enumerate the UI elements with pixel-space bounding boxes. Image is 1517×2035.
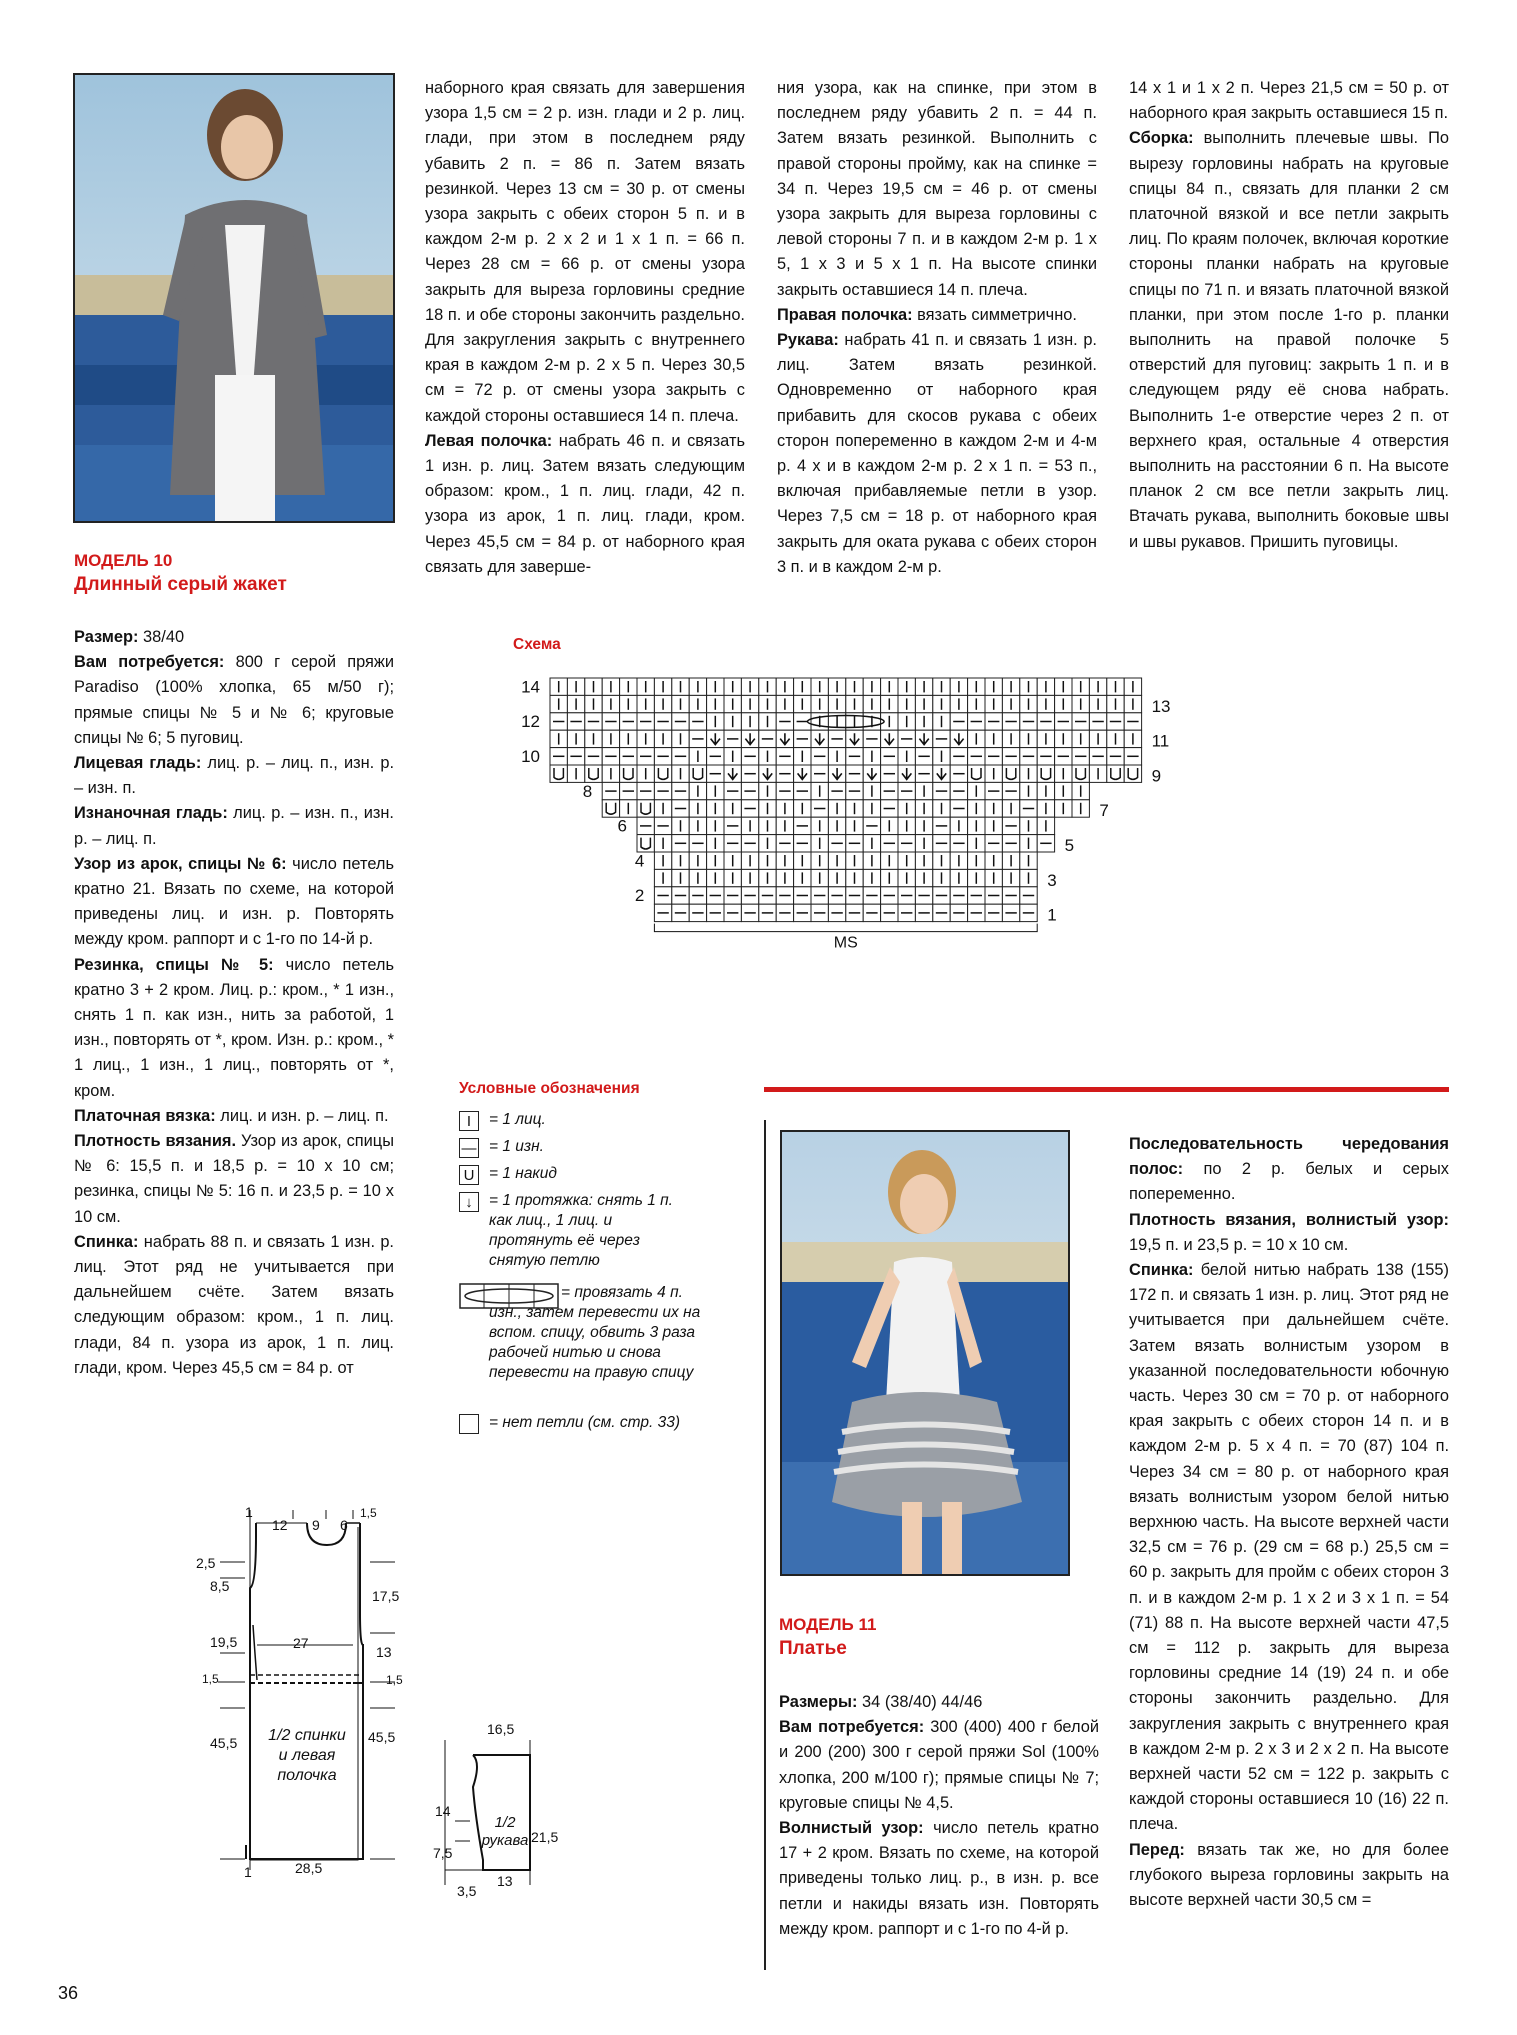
pb-width-27: 27 [293, 1635, 309, 1651]
pb-left-455: 45,5 [210, 1735, 238, 1751]
col5-paragraph-heading: Волнистый узор: [779, 1819, 924, 1838]
col1-paragraph-text: лиц. р. – лиц. п., изн. р. – изн. п. [74, 754, 394, 798]
legend-text-knit: = 1 лиц. [489, 1111, 546, 1128]
ps-bottom-13: 13 [497, 1873, 513, 1889]
col6-paragraph [1129, 1208, 1449, 1258]
legend-symbol-ssk: ↓ [459, 1192, 479, 1212]
legend-text-no-stitch: = нет петли (см. стр. 33) [489, 1414, 681, 1431]
col1-paragraph-text: набрать 88 п. и связать 1 изн. р. лиц. Этот ряд не учитывается при дальнейшем счёте. Затем вязать следующим образом: кром., 1 п. лиц. глади, 84 п. узора из арок, 1 п. лиц. глади, кром. Через 45,5 см = 84 р. от [74, 1232, 394, 1377]
col3-paragraph-text: набрать 41 п. и связать 1 изн. р. лиц. Затем вязать резинкой. Одновременно от наборного края прибавить для скосов рукава с обеих сторон попеременно в каждом 2-м и 4-м р. 4 х и в каждом 2-м р. 2 х 1 п. = 53 п., включая прибавляемые петли в узор. Через 7,5 см = 18 р. от наборного края закрыть для оката рукава с обеих сторон 3 п. и в каждом 2-м р. [777, 331, 1097, 576]
pb-right-13: 13 [376, 1644, 392, 1660]
column-rule [764, 1120, 766, 1970]
legend [459, 1108, 719, 1448]
col1-paragraph-text: 38/40 [138, 628, 185, 646]
col5-paragraph [779, 1816, 1099, 1942]
col1-paragraph [74, 801, 394, 851]
col1-paragraph-heading: Резинка, спицы № 5: [74, 955, 274, 974]
col3-paragraph-text: вязать симметрично. [912, 305, 1077, 324]
col6-paragraph-text: по 2 р. белых и серых попеременно. [1129, 1160, 1449, 1204]
col1-paragraph [74, 1104, 394, 1129]
col1-paragraph-text: число петель кратно 21. Вязать по схеме, на которой приведены лиц. и изн. р. Повторять между кром. раппорт и с 1-го по 14-й р. [74, 854, 394, 949]
col1-paragraph-text: число петель кратно 3 + 2 кром. Лиц. р.: кром., * 1 изн., снять 1 п. как изн., нить за работой, 1 изн., повторять от *, кром. Изн. р.: кром., * 1 лиц., 1 изн., 1 лиц., повторять от *, кром. [74, 955, 394, 1100]
col2-paragraph [425, 429, 745, 580]
col1-paragraph [74, 1129, 394, 1230]
col1-paragraph-heading: Спинка: [74, 1232, 139, 1251]
legend-text-ssk: = 1 протяжка: снять 1 п. как лиц., 1 лиц. и протянуть её через снятую петлю [489, 1192, 673, 1269]
text-column-2 [425, 76, 745, 580]
col6-paragraph-text: 19,5 п. и 23,5 р. = 10 х 10 см. [1129, 1235, 1349, 1254]
col6-paragraph-heading: Плотность вязания, волнистый узор: [1129, 1210, 1449, 1229]
col3-paragraph [777, 76, 1097, 303]
col1-paragraph [74, 1230, 394, 1381]
col2-paragraph-text: набрать 46 п. и связать 1 изн. р. лиц. Затем вязать следующим образом: кром., 1 п. лиц. глади, 42 п. узора из арок, 1 п. лиц. глади, кром. Через 45,5 см = 84 р. от наборного края связать для заверше- [425, 431, 745, 576]
col1-paragraph [74, 953, 394, 1104]
ps-top-165: 16,5 [487, 1721, 515, 1737]
model10-photo [73, 73, 395, 523]
chart-row-number-left: 12 [521, 712, 540, 732]
col6-paragraph-text: белой нитью набрать 138 (155) 172 п. и связать 1 изн. р. лиц. Этот ряд не учитывается при дальнейшем счёте. Затем вязать волнистым узором в указанной последовательности юбочную часть. Через 30 см = 70 р. от наборного края закрыть с обеих сторон 14 п. и в каждом 2-м р. 5 х 4 п. = 70 (87) 104 п. Через 34 см = 80 р. от наборного края вязать волнистым узором белой нитью верхнюю часть. На высоте верхней части 32,5 см = 76 р. (29 см = 68 р.) 25,5 см = 60 р. закрыть для пройм с обеих сторон 3 п. и в каждом 2-м р. 1 х 2 и 3 х 1 п. = 54 (71) 88 п. На высоте верхней части 47,5 см = 112 р. закрыть для выреза горловины средние 14 (19) 24 п. и обе стороны закончить раздельно. Для закругления закрыть с внутреннего края в каждом 2-м р. 2 х 3 и 2 х 2 п. На высоте верхней части 52 см = 122 р. закрыть с каждой стороны оставшиеся 10 (16) 22 п. плеча. [1129, 1261, 1450, 1834]
chart-row-number-right: 3 [1047, 870, 1057, 890]
chart-row-number-left: 4 [634, 851, 645, 871]
col1-paragraph-heading: Изнаночная гладь: [74, 804, 228, 823]
col4-paragraph-text: выполнить плечевые швы. По вырезу горловины набрать на круговые спицы 84 п., связать для планки 2 см платочной вязкой и все петли закрыть лиц. По краям полочек, включая короткие стороны планки набрать на круговые спицы по 71 п. и вязать платочной вязкой планки, при этом после 1-го р. планки выполнить на правой полочке 5 отверстий для пуговиц: закрыть 1 п. и в следующем ряду её снова набрать. Выполнить 1-е отверстие через 2 п. от верхнего края, остальные 4 отверстия выполнить на расстоянии 6 п. На высоте планок 2 см все петли закрыть лиц. Втачать рукава, выполнить боковые швы и швы рукавов. Пришить пуговицы. [1129, 129, 1449, 551]
pattern-body [190, 1505, 430, 1895]
ps-label: 1/2 рукава [481, 1814, 529, 1849]
model10-heading [74, 549, 287, 597]
col4-paragraph [1129, 76, 1449, 126]
chart-row-number-left: 10 [521, 747, 540, 766]
section-divider [764, 1087, 1449, 1092]
col6-paragraph [1129, 1132, 1449, 1208]
page-number: 36 [58, 1983, 79, 2003]
pb-top-6: 6 [340, 1517, 348, 1533]
col1-paragraph-text: лиц. и изн. р. – лиц. п. [215, 1106, 389, 1125]
chart-ms-label: MS [833, 934, 858, 952]
pb-bottom-285: 28,5 [295, 1860, 323, 1876]
legend-title: Условные обозначения [459, 1080, 640, 1097]
legend-symbol-no-stitch [459, 1414, 479, 1434]
ps-left-35: 3,5 [457, 1883, 477, 1899]
pb-bottom-1: 1 [244, 1864, 252, 1880]
ps-left-14: 14 [435, 1803, 451, 1819]
col6-paragraph-heading: Последовательность чередования полос: [1129, 1135, 1449, 1179]
chart-ms-bracket [654, 924, 1037, 932]
ps-left-75: 7,5 [433, 1845, 453, 1861]
schema-title: Схема [513, 636, 561, 653]
model11-heading [779, 1613, 876, 1661]
col1-paragraph-heading: Лицевая гладь: [74, 754, 202, 773]
text-column-4 [1129, 76, 1449, 555]
chart-row-number-right: 5 [1064, 836, 1075, 855]
model11-photo [780, 1130, 1070, 1576]
text-column-3 [777, 76, 1097, 580]
text-column-1 [74, 625, 394, 1381]
col1-paragraph-text: лиц. р. – изн. п., изн. р. – лиц. п. [74, 804, 394, 848]
text-column-6 [1129, 1132, 1449, 1913]
chart-row-number-right: 11 [1151, 731, 1170, 751]
text-column-5 [779, 1690, 1099, 1942]
chart-row-number-left: 8 [582, 781, 593, 801]
chart-row-number-left: 2 [634, 886, 645, 906]
legend-text-cable: = провязать 4 п. изн., затем перевести их на вспом. спицу, обвить 3 раза рабочей нитью и снова перевести на правую спицу [489, 1284, 701, 1381]
chart-row-number-right: 7 [1099, 801, 1109, 821]
ps-right-215: 21,5 [531, 1829, 559, 1845]
pb-right-175: 17,5 [372, 1588, 400, 1604]
col1-paragraph-heading: Узор из арок, спицы № 6: [74, 854, 287, 873]
pattern-sleeve [425, 1715, 575, 1900]
col3-paragraph [777, 303, 1097, 328]
legend-symbol-purl: — [459, 1138, 479, 1158]
pb-top-15: 1,5 [360, 1506, 377, 1520]
col2-paragraph [425, 76, 745, 429]
col4-paragraph-heading: Сборка: [1129, 129, 1194, 148]
legend-text-purl: = 1 изн. [489, 1138, 544, 1155]
knitting-chart [505, 665, 1385, 1035]
col1-paragraph-heading: Плотность вязания. [74, 1132, 237, 1151]
col5-paragraph-heading: Размеры: [779, 1693, 858, 1711]
legend-text-yarnover: = 1 накид [489, 1165, 557, 1182]
col1-paragraph-text: 800 г серой пряжи Paradiso (100% хлопка, 65 м/50 г); прямые спицы № 5 и № 6; круговые спицы № 6; 5 пуговиц. [74, 653, 394, 747]
col3-paragraph-heading: Правая полочка: [777, 305, 913, 324]
model10-title: Длинный серый жакет [74, 574, 287, 595]
col1-paragraph [74, 625, 394, 650]
col6-paragraph [1129, 1258, 1449, 1838]
col4-paragraph [1129, 126, 1449, 554]
pb-left-25: 2,5 [196, 1555, 216, 1571]
col5-paragraph-text: 34 (38/40) 44/46 [857, 1693, 983, 1711]
col6-paragraph-heading: Спинка: [1129, 1261, 1194, 1280]
pb-top-9: 9 [312, 1517, 320, 1533]
pb-top-12: 12 [272, 1517, 288, 1533]
pb-left-85: 8,5 [210, 1578, 230, 1594]
col2-paragraph-text: наборного края связать для завершения узора 1,5 см = 2 р. изн. глади и 2 р. лиц. глади, при этом в последнем ряду убавить 2 п. = 86 п. Затем вязать резинкой. Через 13 см = 30 р. от смены узора закрыть с обеих сторон 5 п. и в каждом 2-м р. 2 х 2 и 1 х 1 п. = 66 п. Через 28 см = 66 р. от смены узора закрыть для выреза горловины средние 18 п. и обе стороны закончить раздельно. Для закругления закрыть с внутреннего края в каждом 2-м р. 2 х 5 п. Через 30,5 см = 72 р. от смены узора закрыть с каждой стороны оставшиеся 14 п. плеча. [425, 79, 745, 425]
model11-photo-image [782, 1132, 1068, 1574]
col5-paragraph-text: число петель кратно 17 + 2 кром. Вязать по схеме, на которой приведены только лиц. р., в изн. р. все петли и накиды вязать изн. Повторять между кром. раппорт и с 1-го по 4-й р. [779, 1819, 1099, 1938]
col6-paragraph [1129, 1838, 1449, 1914]
col4-paragraph-text: 14 х 1 и 1 х 2 п. Через 21,5 см = 50 р. от наборного края закрыть оставшиеся 15 п. [1129, 79, 1449, 123]
col2-paragraph-heading: Левая полочка: [425, 431, 553, 450]
legend-symbol-knit: I [459, 1111, 479, 1131]
pb-left-15: 1,5 [202, 1672, 219, 1686]
col3-paragraph-heading: Рукава: [777, 331, 839, 350]
col5-paragraph [779, 1690, 1099, 1715]
col3-paragraph-text: ния узора, как на спинке, при этом в последнем ряду убавить 2 п. = 44 п. Затем вязать резинкой. Выполнить с правой стороны пройму, как на спинке = 34 п. Через 19,5 см = 46 р. от смены узора закрыть для выреза горловины с левой стороны 7 п. и в каждом 2-м р. 1 х 5, 1 х 3 и 5 х 1 п. На высоте спинки закрыть оставшиеся 14 п. плеча. [777, 79, 1097, 299]
model10-label: МОДЕЛЬ 10 [74, 551, 173, 570]
model11-label: МОДЕЛЬ 11 [779, 1615, 877, 1634]
chart-row-number-right: 9 [1151, 766, 1162, 786]
model11-title: Платье [779, 1638, 847, 1659]
pb-right-15: 1,5 [386, 1673, 403, 1687]
col5-paragraph-heading: Вам потребуется: [779, 1718, 925, 1737]
pb-label: 1/2 спинки и левая полочка [268, 1727, 346, 1784]
chart-row-number-right: 13 [1151, 696, 1171, 716]
pb-top-1: 1 [245, 1505, 253, 1520]
col1-paragraph [74, 751, 394, 801]
col1-paragraph-heading: Платочная вязка: [74, 1106, 216, 1125]
col5-paragraph-text: 300 (400) 400 г белой и 200 (200) 300 г серой пряжи Sol (100% хлопка, 200 м/100 г); прямые спицы № 7; круговые спицы № 4,5. [779, 1718, 1100, 1812]
chart-row-number-left: 14 [521, 677, 540, 697]
col3-paragraph [777, 328, 1097, 580]
col1-paragraph-text: Узор из арок, спицы № 6: 15,5 п. и 18,5 р. = 10 х 10 см; резинка, спицы № 5: 16 п. и 23,5 р. = 10 х 10 см. [74, 1132, 394, 1226]
col5-paragraph [779, 1715, 1099, 1816]
col1-paragraph-heading: Размер: [74, 628, 139, 646]
model10-photo-image [75, 75, 393, 521]
col6-paragraph-heading: Перед: [1129, 1840, 1185, 1859]
col1-paragraph-heading: Вам потребуется: [74, 653, 225, 672]
chart-row-number-left: 6 [617, 816, 627, 836]
chart-row-number-right: 1 [1047, 905, 1057, 925]
col6-paragraph-text: вязать так же, но для более глубокого выреза горловины закрыть на высоте верхней части 30,5 см = [1129, 1840, 1449, 1910]
legend-symbol-yarnover: U [459, 1165, 479, 1185]
pb-left-195: 19,5 [210, 1634, 238, 1650]
col1-paragraph [74, 852, 394, 953]
col1-paragraph [74, 650, 394, 751]
pb-right-455: 45,5 [368, 1729, 396, 1745]
